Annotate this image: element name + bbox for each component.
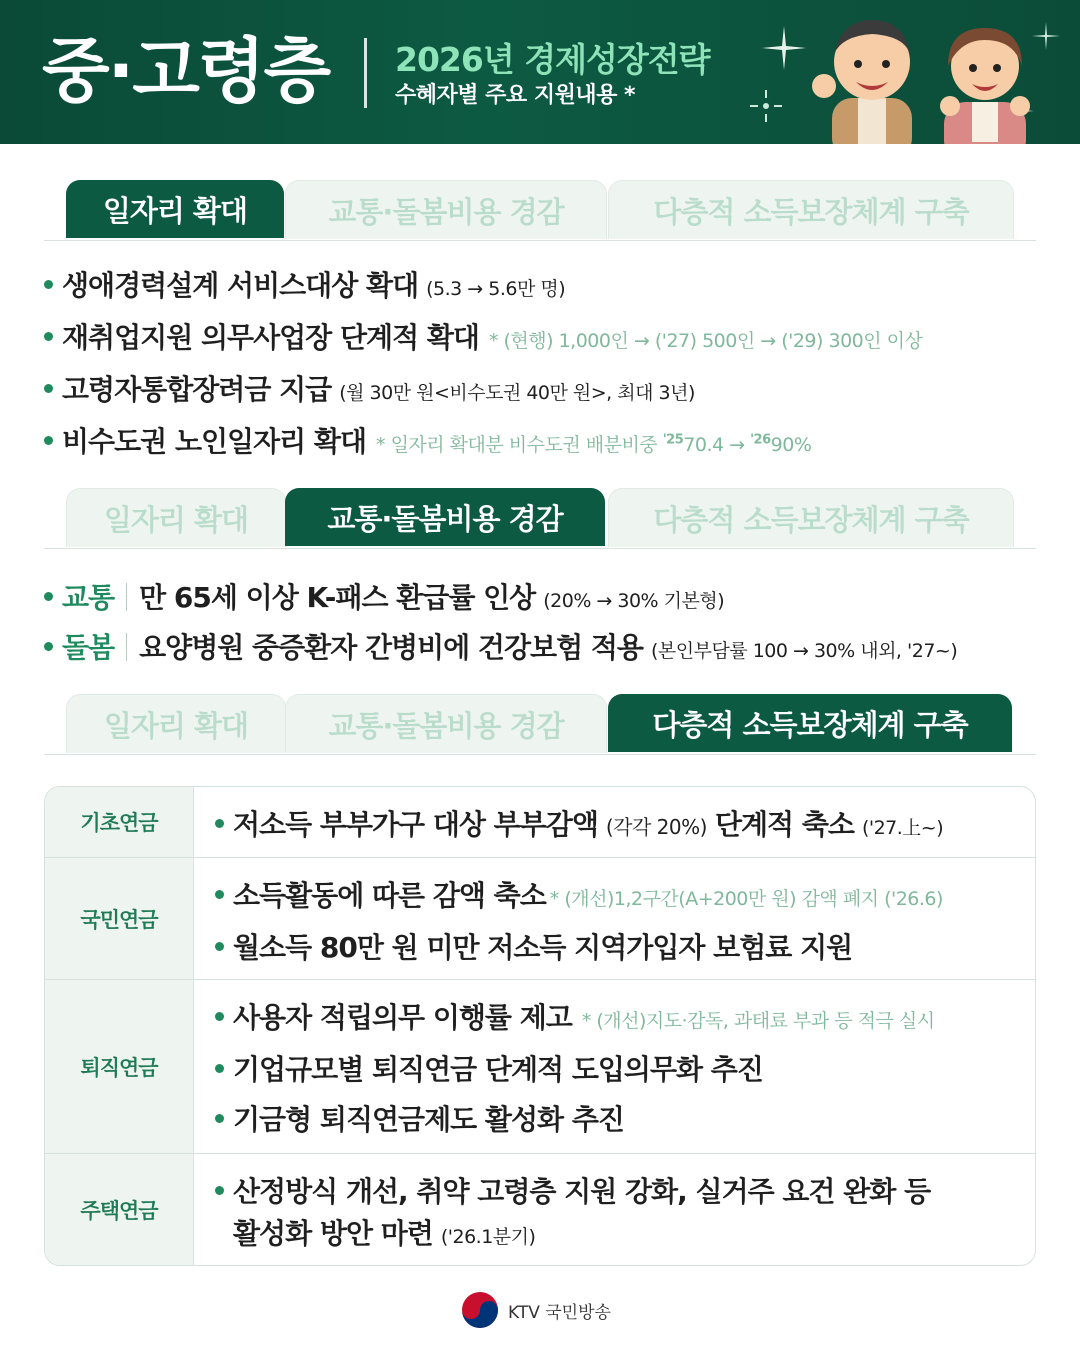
item-main: 비수도권 노인일자리 확대: [62, 425, 367, 458]
list-item: [44, 420, 811, 460]
bullet-dot: [215, 1012, 224, 1021]
item-note: * 일자리 확대분 비수도권 배분비중 $^{'25}$70.4 → $^{'26}$90%: [376, 432, 812, 456]
tab-income-security[interactable]: 다층적 소득보장체계 구축: [608, 488, 1014, 547]
separator: [126, 583, 127, 611]
sparkle-icon: [748, 88, 784, 124]
bullet-dot: [44, 332, 53, 341]
item-main: 요양병원 중증환자 간병비에 건강보험 적용: [139, 631, 643, 664]
page-title: 중·고령층: [42, 30, 330, 112]
tabbar-jobs: [44, 180, 1036, 241]
bullet-dot: [215, 890, 224, 899]
pension-table: [44, 786, 1036, 1266]
tab-jobs[interactable]: 일자리 확대: [66, 488, 286, 547]
bullet-dot: [215, 942, 224, 951]
grandfather-illustration: [812, 6, 932, 144]
list-item: 저소득 부부가구 대상 부부감액 (각각 20%) 단계적 축소 ('27.上~): [215, 803, 943, 843]
tab-transport-care[interactable]: 교통·돌봄비용 경감: [285, 694, 607, 753]
row-category: 주택연금: [45, 1154, 194, 1266]
row-category: 퇴직연금: [45, 980, 194, 1154]
row-category: 국민연금: [45, 858, 194, 980]
item-note: * (현행) 1,000인 → ('27) 500인 → ('29) 300인 이상: [488, 330, 923, 352]
table-row: [45, 857, 1035, 980]
tab-jobs[interactable]: 일자리 확대: [66, 694, 286, 753]
bullet-dot: [215, 1186, 224, 1195]
bullet-dot: [44, 642, 53, 651]
korea-taegeuk-icon: [460, 1290, 500, 1330]
item-main: 만 65세 이상 K-패스 환급률 인상: [139, 581, 536, 614]
bullet-dot: [44, 280, 53, 289]
list-item-continued: 활성화 방안 마련 ('26.1분기): [233, 1217, 536, 1250]
item-paren: (20% → 30% 기본형): [543, 590, 725, 612]
footer-brand: KTV 국민방송: [508, 1302, 611, 1323]
bullet-dot: [44, 592, 53, 601]
bullet-dot: [44, 384, 53, 393]
list-item: [44, 368, 695, 408]
tab-jobs[interactable]: 일자리 확대: [66, 180, 284, 238]
item-main: 고령자통합장려금 지급: [62, 373, 332, 406]
tab-income-security[interactable]: 다층적 소득보장체계 구축: [608, 180, 1014, 239]
separator: [126, 633, 127, 661]
header-subtitle: 2026년 경제성장전략: [395, 40, 710, 79]
list-item: [44, 576, 724, 616]
list-item: 월소득 80만 원 미만 저소득 지역가입자 보험료 지원: [215, 926, 852, 966]
table-row: [45, 787, 1035, 857]
tab-transport-care[interactable]: 교통·돌봄비용 경감: [285, 180, 607, 239]
table-row: [45, 979, 1035, 1154]
sparkle-icon: [760, 24, 808, 72]
item-paren: (본인부담률 100 → 30% 내외, '27~): [650, 640, 958, 662]
tabbar-income: [44, 694, 1036, 755]
list-item: 사용자 적립의무 이행률 제고 * (개선)지도·감독, 과태료 부과 등 적극 실시: [215, 996, 935, 1036]
bullet-dot: [215, 819, 224, 828]
list-item: [44, 264, 565, 304]
item-paren: (5.3 → 5.6만 명): [426, 278, 566, 300]
tabbar-transport: [44, 488, 1036, 549]
list-item: 기금형 퇴직연금제도 활성화 추진: [215, 1098, 624, 1138]
item-label: 돌봄: [62, 631, 115, 664]
bullet-dot: [215, 1064, 224, 1073]
header-banner: [0, 0, 1080, 144]
bullet-dot: [44, 436, 53, 445]
list-item: 소득활동에 따른 감액 축소 * (개선)1,2구간(A+200만 원) 감액 폐지 ('26.6): [215, 874, 943, 914]
title-divider: [364, 38, 367, 108]
tab-transport-care[interactable]: 교통·돌봄비용 경감: [285, 488, 605, 546]
row-category: 기초연금: [45, 787, 194, 857]
grandmother-illustration: [930, 14, 1040, 144]
list-item: [44, 316, 922, 356]
bullet-dot: [215, 1114, 224, 1123]
list-item: [44, 626, 957, 666]
header-caption: 수혜자별 주요 지원내용 *: [395, 83, 636, 108]
item-main: 생애경력설계 서비스대상 확대: [62, 269, 419, 302]
table-row: [45, 1153, 1035, 1266]
item-main: 재취업지원 의무사업장 단계적 확대: [62, 321, 479, 354]
footer-logo: [460, 1290, 611, 1330]
list-item: 산정방식 개선, 취약 고령층 지원 강화, 실거주 요건 완화 등: [215, 1170, 930, 1210]
item-label: 교통: [62, 581, 115, 614]
list-item: 기업규모별 퇴직연금 단계적 도입의무화 추진: [215, 1048, 763, 1088]
item-paren: (월 30만 원<비수도권 40만 원>, 최대 3년): [339, 382, 695, 404]
tab-income-security[interactable]: 다층적 소득보장체계 구축: [608, 694, 1012, 752]
